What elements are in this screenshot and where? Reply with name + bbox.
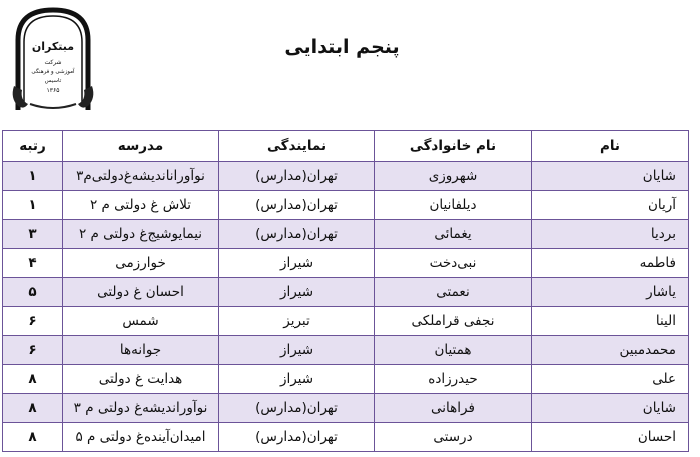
cell-name: آریان (532, 191, 689, 220)
cell-agency: تبریز (219, 307, 375, 336)
cell-school: خوارزمی (63, 249, 219, 278)
logo-line3: تاسیس (44, 78, 62, 84)
cell-family: یغمائی (375, 220, 532, 249)
cell-family: دیلفانیان (375, 191, 532, 220)
cell-school: نوآوراندیشه‌غ دولتی م ۳ (63, 394, 219, 423)
header-school: مدرسه (63, 131, 219, 162)
header-family: نام خانوادگی (375, 131, 532, 162)
cell-name: احسان (532, 423, 689, 452)
table-row (3, 365, 689, 394)
cell-rank: ۸ (3, 423, 63, 452)
cell-rank: ۶ (3, 307, 63, 336)
cell-rank: ۳ (3, 220, 63, 249)
table-header-row (3, 131, 689, 162)
header-agency: نمایندگی (219, 131, 375, 162)
cell-rank: ۴ (3, 249, 63, 278)
cell-family: همتیان (375, 336, 532, 365)
cell-family: شهروزی (375, 162, 532, 191)
cell-school: جوانه‌ها (63, 336, 219, 365)
cell-school: نیمایوشیج‌غ دولتی م ۲ (63, 220, 219, 249)
table-row (3, 249, 689, 278)
logo-line1: شرکت (44, 59, 62, 66)
cell-agency: شیراز (219, 365, 375, 394)
cell-name: یاشار (532, 278, 689, 307)
cell-agency: تهران(مدارس) (219, 423, 375, 452)
cell-rank: ۶ (3, 336, 63, 365)
page-title-text: پنجم ابتدایی (284, 36, 400, 58)
logo-year: ۱۳۶۵ (46, 87, 60, 94)
cell-agency: تهران(مدارس) (219, 162, 375, 191)
cell-name: شایان (532, 162, 689, 191)
cell-rank: ۸ (3, 365, 63, 394)
cell-name: شایان (532, 394, 689, 423)
cell-family: حیدرزاده (375, 365, 532, 394)
cell-family: درستی (375, 423, 532, 452)
page-title (0, 36, 700, 58)
cell-name: بردیا (532, 220, 689, 249)
cell-name: الینا (532, 307, 689, 336)
cell-family: فراهانی (375, 394, 532, 423)
cell-school: تلاش غ دولتی م ۲ (63, 191, 219, 220)
cell-school: نوآوراناندیشه‌غ‌دولتی‌م۳ (63, 162, 219, 191)
cell-rank: ۱ (3, 162, 63, 191)
cell-rank: ۵ (3, 278, 63, 307)
results-table (2, 130, 689, 452)
table-row (3, 220, 689, 249)
cell-school: امیدان‌آینده‌غ دولتی م ۵ (63, 423, 219, 452)
cell-name: علی (532, 365, 689, 394)
cell-agency: تهران(مدارس) (219, 394, 375, 423)
header-name: نام (532, 131, 689, 162)
cell-name: محمدمبین (532, 336, 689, 365)
table-row (3, 423, 689, 452)
organization-logo (10, 6, 96, 114)
logo-line2: آموزشی و فرهنگی (31, 69, 75, 75)
table-row (3, 162, 689, 191)
cell-school: شمس (63, 307, 219, 336)
table-row (3, 307, 689, 336)
cell-family: نجفی قراملکی (375, 307, 532, 336)
cell-agency: شیراز (219, 278, 375, 307)
cell-agency: تهران(مدارس) (219, 191, 375, 220)
cell-school: احسان غ دولتی (63, 278, 219, 307)
cell-name: فاطمه (532, 249, 689, 278)
cell-agency: شیراز (219, 249, 375, 278)
table-row (3, 394, 689, 423)
cell-family: نبی‌دخت (375, 249, 532, 278)
cell-school: هدایت غ دولتی (63, 365, 219, 394)
table-row (3, 278, 689, 307)
cell-rank: ۱ (3, 191, 63, 220)
cell-family: نعمتی (375, 278, 532, 307)
cell-agency: شیراز (219, 336, 375, 365)
logo-name: مبتکران (31, 40, 75, 53)
table-row (3, 191, 689, 220)
header-rank: رتبه (3, 131, 63, 162)
table-row (3, 336, 689, 365)
cell-rank: ۸ (3, 394, 63, 423)
cell-agency: تهران(مدارس) (219, 220, 375, 249)
